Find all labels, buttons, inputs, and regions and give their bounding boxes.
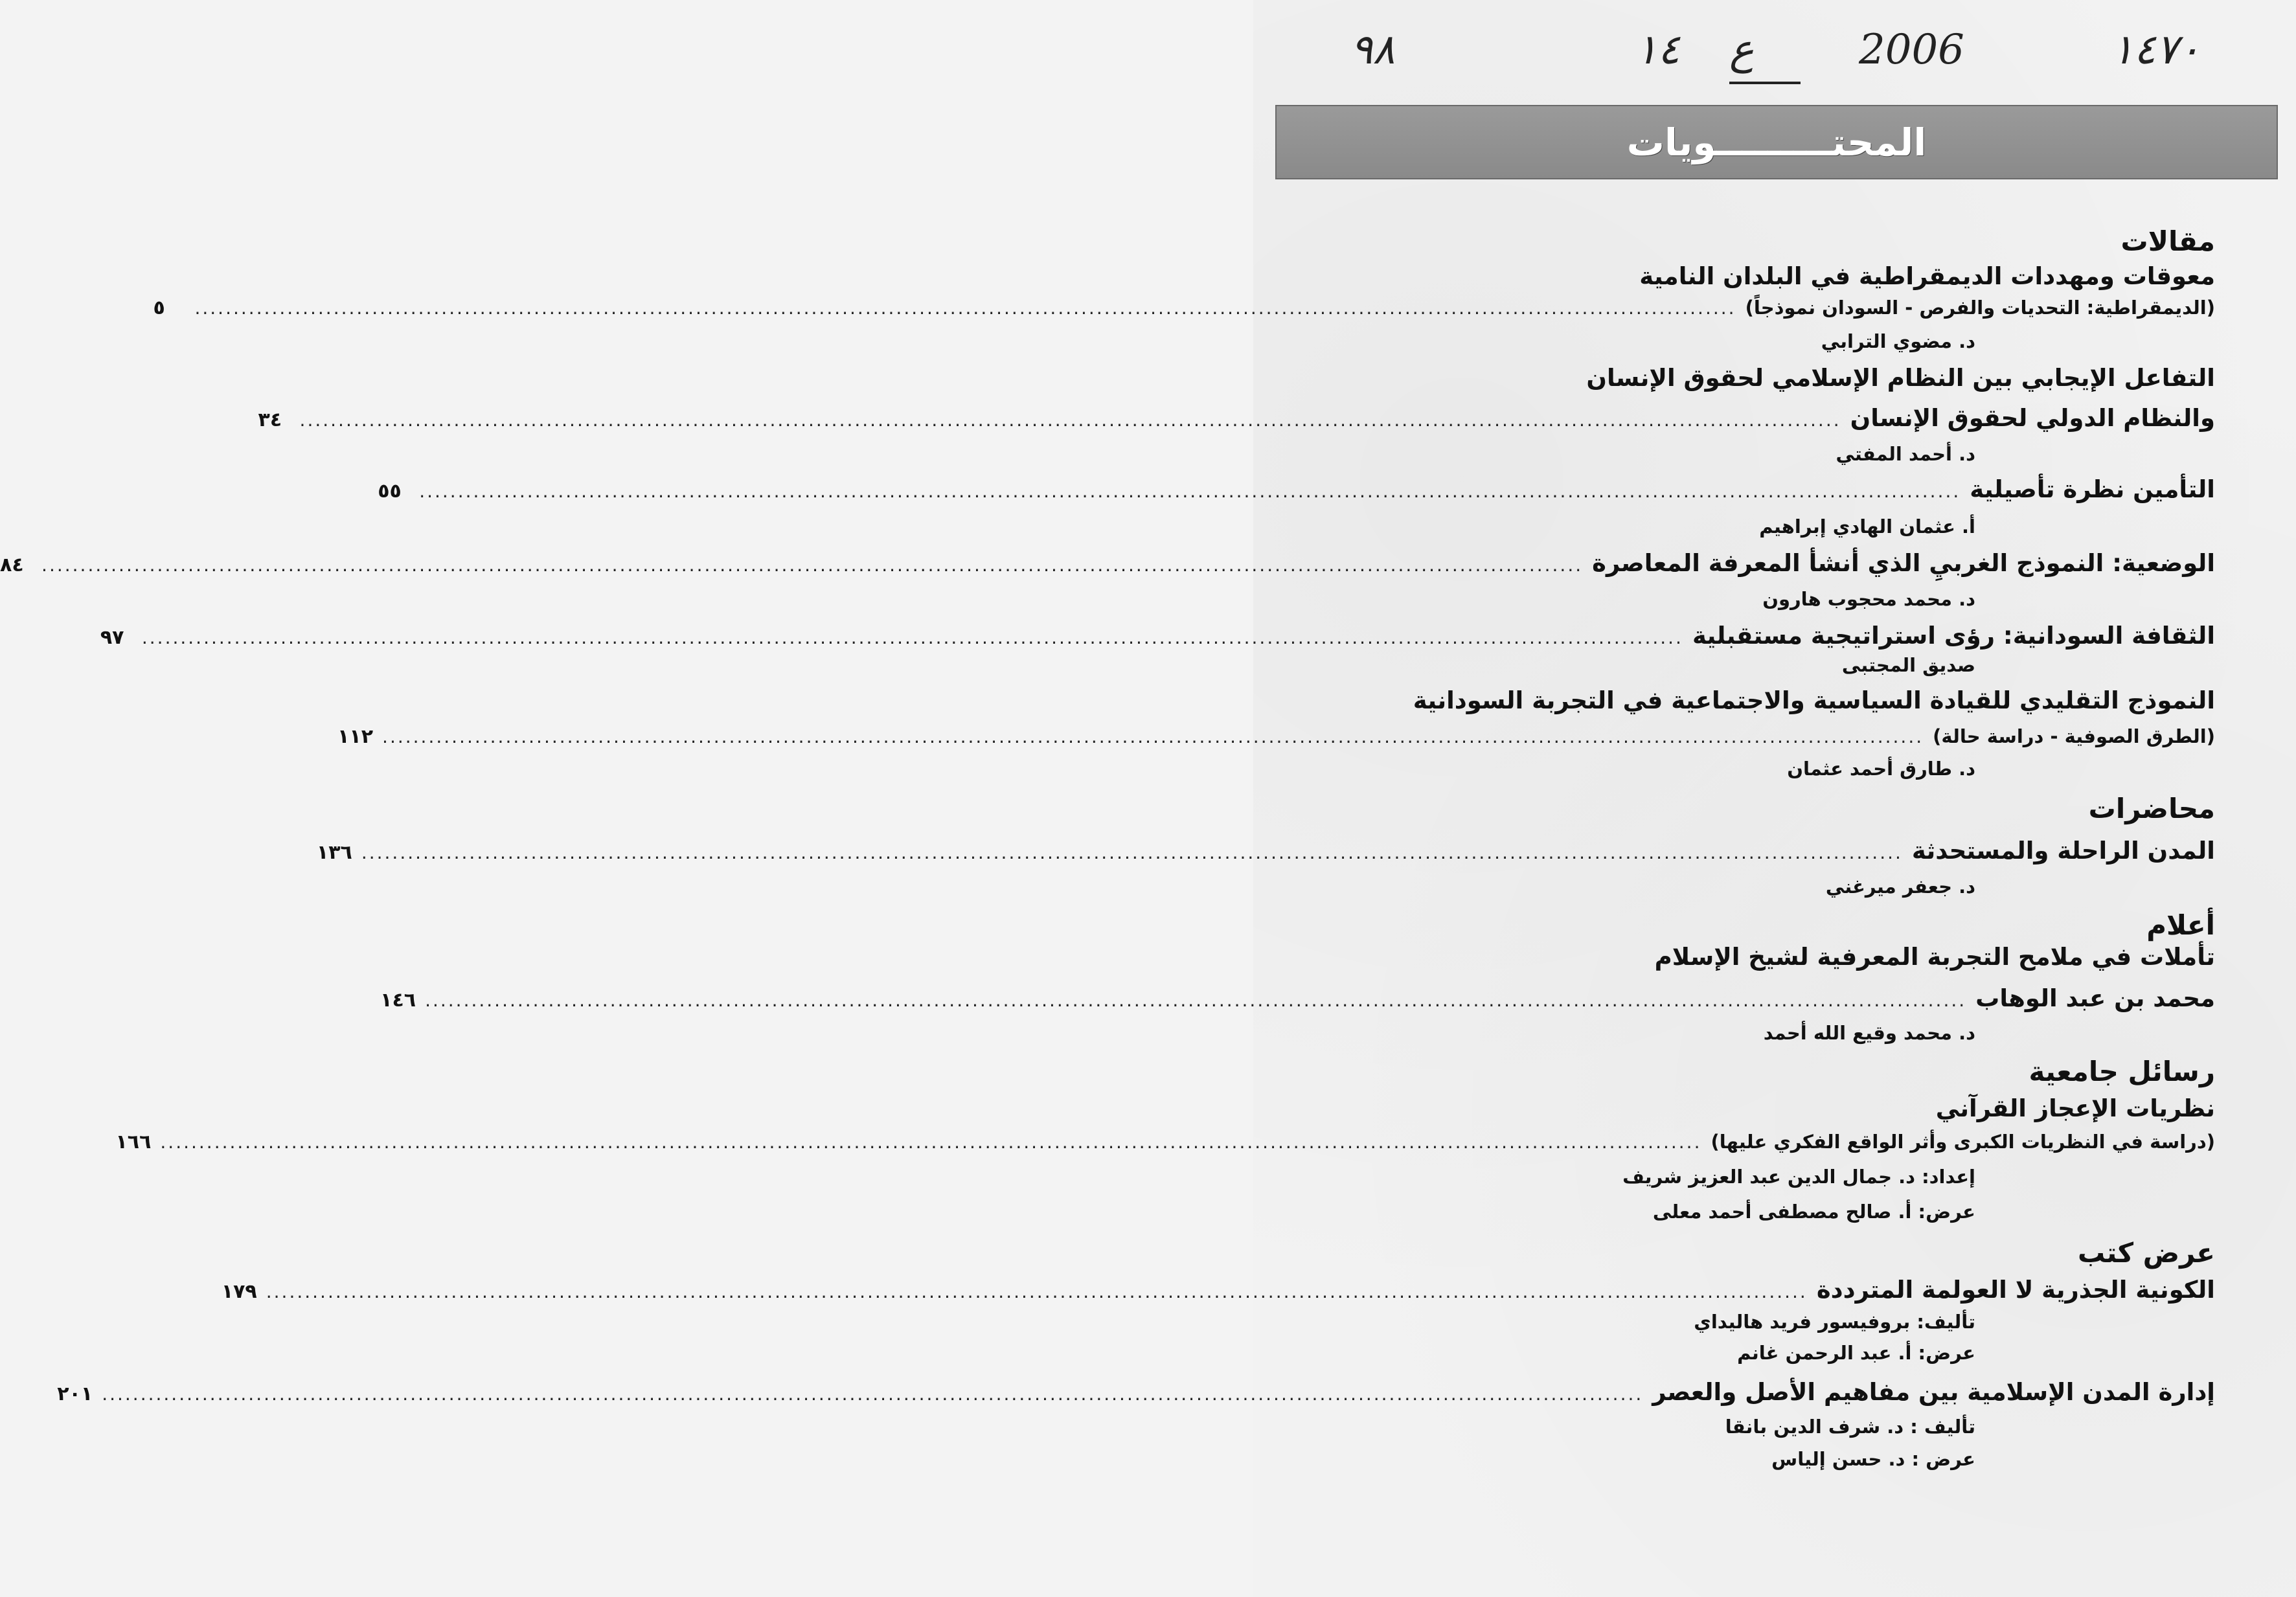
leader-dots: ........................................................................................................................................................................................................ [382,726,1924,747]
toc-author: د. محمد وقيع الله أحمد [1763,1022,1975,1044]
page-title: المحتـــــــــويات [1626,120,1927,164]
toc-entry [1357,515,2215,538]
toc-entry [1357,1201,2215,1223]
toc-title: الكونية الجذرية لا العولمة المترددة [1816,1276,2215,1304]
page-number: ١٣٦ [316,841,352,864]
handwritten-mark-b: ع [1729,26,1755,74]
toc-entry [1357,943,2215,971]
toc-entry [1357,1166,2215,1188]
toc-title: والنظام الدولي لحقوق الإنسان [1850,404,2215,432]
page-number: ٢٠١ [57,1383,93,1405]
toc-entry [316,837,2215,865]
leader-dots: ........................................................................................................................................................................................................ [266,1281,1808,1302]
leader-dots: ........................................................................................................................................................................................................ [41,554,1584,576]
toc-entry [380,984,2215,1012]
toc-entry [1357,443,2215,465]
toc-author: د. أحمد المفتي [1836,443,1975,465]
leader-dots: ........................................................................................................................................................................................................ [299,409,1841,431]
toc-author: عرض: أ. عبد الرحمن غانم [1737,1342,1975,1364]
toc-subtitle: (دراسة في النظريات الكبرى وأثر الواقع الفكري عليها) [1711,1131,2215,1153]
toc-entry [1357,1094,2215,1122]
page-number: ٣٤ [258,409,282,431]
toc-entry [1357,1022,2215,1044]
toc-section-heading [1357,1056,2215,1087]
toc-entry [1357,876,2215,898]
section-label: رسائل جامعية [2029,1056,2215,1087]
toc-title: التأمين نظرة تأصيلية [1970,475,2215,503]
toc-entry [221,1276,2215,1304]
toc-section-heading [1357,1237,2215,1269]
toc-entry [1357,1448,2215,1470]
leader-dots: ........................................................................................................................................................................................................ [194,297,1736,319]
toc-title: النموذج التقليدي للقيادة السياسية والاجتماعية في التجربة السودانية [1413,686,2215,714]
toc-subtitle: (الطرق الصوفية - دراسة حالة) [1933,725,2215,747]
leader-dots: ........................................................................................................................................................................................................ [160,1131,1702,1153]
toc-entry [1357,364,2215,392]
page-number: ٥٥ [378,480,402,503]
section-label: أعلام [2146,909,2215,941]
handwritten-left-number: ٩٨ [1350,26,1395,74]
toc-entry [57,1378,2215,1406]
toc-title: الثقافة السودانية: رؤى استراتيجية مستقبلية [1692,622,2215,650]
contents-banner [1275,105,2278,179]
section-label: مقالات [2120,225,2215,257]
toc-entry [0,549,2215,577]
toc-entry [1357,1342,2215,1364]
toc-author: عرض: أ. صالح مصطفى أحمد معلى [1652,1201,1975,1223]
toc-entry [1357,1416,2215,1438]
toc-author: عرض : د. حسن إلياس [1771,1448,1975,1470]
toc-author: صديق المجتبى [1841,654,1975,676]
handwritten-mark-a: ١٤ [1635,26,1680,74]
toc-author: أ. عثمان الهادي إبراهيم [1759,515,1975,538]
leader-dots: ........................................................................................................................................................................................................ [141,627,1683,648]
page-number: ١٤٦ [380,989,416,1012]
leader-dots: ........................................................................................................................................................................................................ [425,990,1967,1011]
leader-dots: ........................................................................................................................................................................................................ [102,1383,1644,1405]
toc-entry [1357,654,2215,676]
toc-entry [1357,588,2215,610]
page-number: ٥ [153,297,165,319]
toc-entry [258,404,2215,432]
toc-entry [1357,262,2215,290]
toc-author: تأليف: بروفيسور فريد هاليداي [1694,1311,1975,1333]
toc-author: د. مضوي الترابي [1821,330,1975,352]
toc-author: د. محمد محجوب هارون [1762,588,1975,610]
toc-title: إدارة المدن الإسلامية بين مفاهيم الأصل والعصر [1652,1378,2215,1406]
toc-entry [1357,330,2215,352]
toc-entry [1357,1311,2215,1333]
toc-title: محمد بن عبد الوهاب [1975,984,2215,1012]
toc-entry [1357,758,2215,780]
toc-section-heading [1357,225,2215,257]
leader-dots: ........................................................................................................................................................................................................ [419,481,1961,502]
handwritten-underline [1729,82,1801,84]
toc-title: تأملات في ملامح التجربة المعرفية لشيخ الإسلام [1654,943,2215,971]
page-number: ١١٢ [337,725,374,748]
toc-entry [115,1131,2215,1153]
toc-title: معوقات ومهددات الديمقراطية في البلدان النامية [1639,262,2215,290]
toc-entry [337,725,2215,748]
toc-section-heading [1357,909,2215,941]
toc-author: إعداد: د. جمال الدين عبد العزيز شريف [1622,1166,1975,1188]
toc-entry [378,475,2215,503]
page-number: ١٧٩ [221,1280,257,1303]
toc-title: نظريات الإعجاز القرآني [1935,1094,2215,1122]
toc-title: المدن الراحلة والمستحدثة [1911,837,2215,865]
toc-subtitle: (الديمقراطية: التحديات والفرص - السودان نموذجاً) [1745,297,2215,319]
handwritten-right-number: ١٤٧٠ [2111,26,2201,74]
toc-author: تأليف : د. شرف الدين بانقا [1725,1416,1975,1438]
toc-title: التفاعل الإيجابي بين النظام الإسلامي لحقوق الإنسان [1586,364,2215,392]
toc-entry [153,297,2215,319]
toc-entry [100,622,2215,650]
page-number: ١٦٦ [115,1131,152,1153]
toc-author: د. جعفر ميرغني [1825,876,1975,898]
leader-dots: ........................................................................................................................................................................................................ [361,842,1903,863]
page-number: ٩٧ [100,626,124,649]
toc-entry [1357,686,2215,714]
page-number: ٨٤ [0,554,24,576]
section-label: محاضرات [2088,793,2215,824]
section-label: عرض كتب [2078,1237,2215,1269]
toc-author: د. طارق أحمد عثمان [1787,758,1975,780]
toc-section-heading [1357,793,2215,824]
toc-title: الوضعية: النموذج الغربيِ الذي أنشأ المعرفة المعاصرة [1592,549,2215,577]
handwritten-year: 2006 [1859,26,1964,74]
